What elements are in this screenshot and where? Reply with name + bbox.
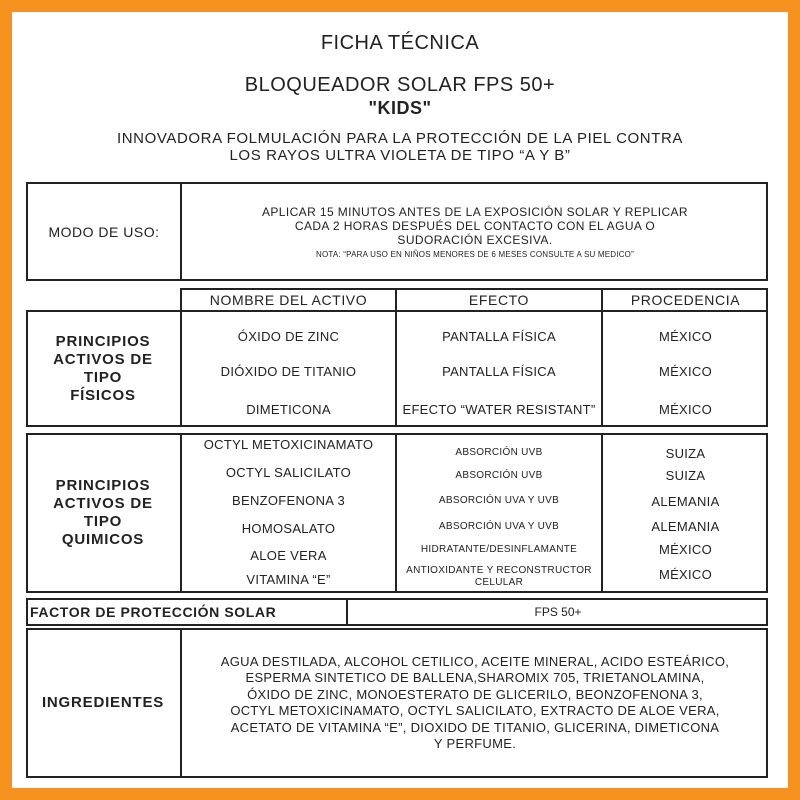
quimicos-efecto: ABSORCIÓN UVB	[455, 447, 543, 458]
quimicos-label-line: PRINCIPIOS	[55, 477, 151, 494]
ingredientes-content	[182, 628, 768, 778]
description-line: LOS RAYOS ULTRA VIOLETA DE TIPO “A Y B”	[229, 147, 571, 164]
product-variant: "KIDS"	[368, 98, 432, 118]
quimicos-efecto	[397, 564, 601, 590]
quimicos-efecto: ABSORCIÓN UVA Y UVB	[438, 521, 560, 532]
product-name: BLOQUEADOR SOLAR FPS 50+	[244, 74, 556, 96]
fisicos-efecto: EFECTO “WATER RESISTANT”	[402, 401, 596, 417]
quimicos-procedencia: ALEMANIA	[651, 493, 720, 509]
ingredientes-line: ACETATO DE VITAMINA “E”, DIOXIDO DE TITANIO, GLICERINA, DIMETICONA	[230, 719, 720, 735]
ingredientes-line: ÓXIDO DE ZINC, MONOESTERATO DE GLICERILO, BEONZOFENONA 3,	[247, 686, 703, 702]
quimicos-label	[26, 433, 180, 593]
quimicos-efecto: HIDRATANTE/DESINFLAMANTE	[420, 544, 578, 555]
quimicos-nombre: OCTYL SALICILATO	[225, 464, 352, 480]
fisicos-label-line: TIPO	[83, 368, 123, 386]
fisicos-procedencia: MÉXICO	[658, 328, 713, 344]
quimicos-efecto: ABSORCIÓN UVB	[455, 470, 543, 481]
quimicos-procedencia: ALEMANIA	[651, 518, 720, 534]
fisicos-procedencia: MÉXICO	[658, 401, 713, 417]
quimicos-nombre: VITAMINA “E”	[246, 571, 331, 587]
quimicos-label-line: QUIMICOS	[61, 531, 145, 548]
fisicos-label-line: ACTIVOS DE	[53, 350, 153, 368]
quimicos-nombre: OCTYL METOXICINAMATO	[203, 436, 374, 452]
fps-value: FPS 50+	[534, 605, 582, 619]
fisicos-nombre: DIÓXIDO DE TITANIO	[220, 363, 357, 379]
fisicos-label	[26, 310, 180, 427]
data-sheet	[12, 12, 788, 788]
column-header-procedencia: PROCEDENCIA	[630, 292, 741, 308]
quimicos-procedencia: MÉXICO	[658, 541, 713, 557]
modo-uso-line: APLICAR 15 MINUTOS ANTES DE LA EXPOSICIÓN SOLAR Y REPLICAR	[261, 204, 688, 219]
product-description	[12, 130, 788, 164]
quimicos-procedencia: SUIZA	[665, 467, 706, 483]
column-header-efecto: EFECTO	[468, 292, 530, 308]
quimicos-label-line: TIPO	[83, 513, 123, 530]
quimicos-efecto-line: CELULAR	[474, 577, 524, 588]
quimicos-nombre: ALOE VERA	[250, 547, 327, 563]
ingredientes-line: ESPERMA SINTETICO DE BALLENA,SHAROMIX 705, TRIETANOLAMINA,	[245, 670, 705, 685]
description-line: INNOVADORA FOLMULACIÓN PARA LA PROTECCIÓN DE LA PIEL CONTRA	[116, 130, 684, 147]
quimicos-efecto: ABSORCIÓN UVA Y UVB	[438, 495, 560, 506]
modo-uso-line: CADA 2 HORAS DESPUÉS DEL CONTACTO CON EL AGUA O	[294, 218, 656, 233]
fisicos-nombre: DIMETICONA	[246, 401, 331, 417]
modo-uso-nota: NOTA: “PARA USO EN NIÑOS MENORES DE 6 MESES CONSULTE A SU MEDICO”	[316, 249, 634, 259]
modo-uso-content	[182, 182, 768, 281]
quimicos-nombre: BENZOFENONA 3	[232, 492, 345, 508]
modo-uso-label: MODO DE USO:	[48, 223, 160, 240]
fisicos-label-line: PRINCIPIOS	[55, 332, 151, 350]
fisicos-nombre: ÓXIDO DE ZINC	[237, 328, 340, 344]
quimicos-efecto-line: ANTIOXIDANTE Y RECONSTRUCTOR	[406, 565, 592, 576]
quimicos-label-line: ACTIVOS DE	[53, 495, 153, 512]
ingredientes-line: AGUA DESTILADA, ALCOHOL CETILICO, ACEITE MINERAL, ACIDO ESTEÁRICO,	[220, 653, 730, 669]
fps-label: FACTOR DE PROTECCIÓN SOLAR	[30, 604, 277, 620]
column-header-nombre: NOMBRE DEL ACTIVO	[209, 292, 368, 308]
fisicos-efecto: PANTALLA FÍSICA	[442, 328, 556, 344]
fisicos-label-line: FÍSICOS	[70, 386, 136, 404]
ingredientes-line: Y PERFUME.	[433, 736, 517, 751]
ingredientes-label: INGREDIENTES	[41, 694, 165, 711]
ingredientes-line: OCTYL METOXICINAMATO, OCTYL SALICILATO, EXTRACTO DE ALOE VERA,	[230, 703, 720, 718]
fisicos-efecto: PANTALLA FÍSICA	[442, 363, 556, 379]
fisicos-procedencia: MÉXICO	[658, 363, 713, 379]
quimicos-procedencia: MÉXICO	[658, 566, 713, 582]
quimicos-procedencia: SUIZA	[665, 445, 706, 461]
sheet-title: FICHA TÉCNICA	[320, 32, 480, 54]
quimicos-nombre: HOMOSALATO	[241, 520, 336, 536]
modo-uso-line: SUDORACIÓN EXCESIVA.	[397, 232, 553, 247]
